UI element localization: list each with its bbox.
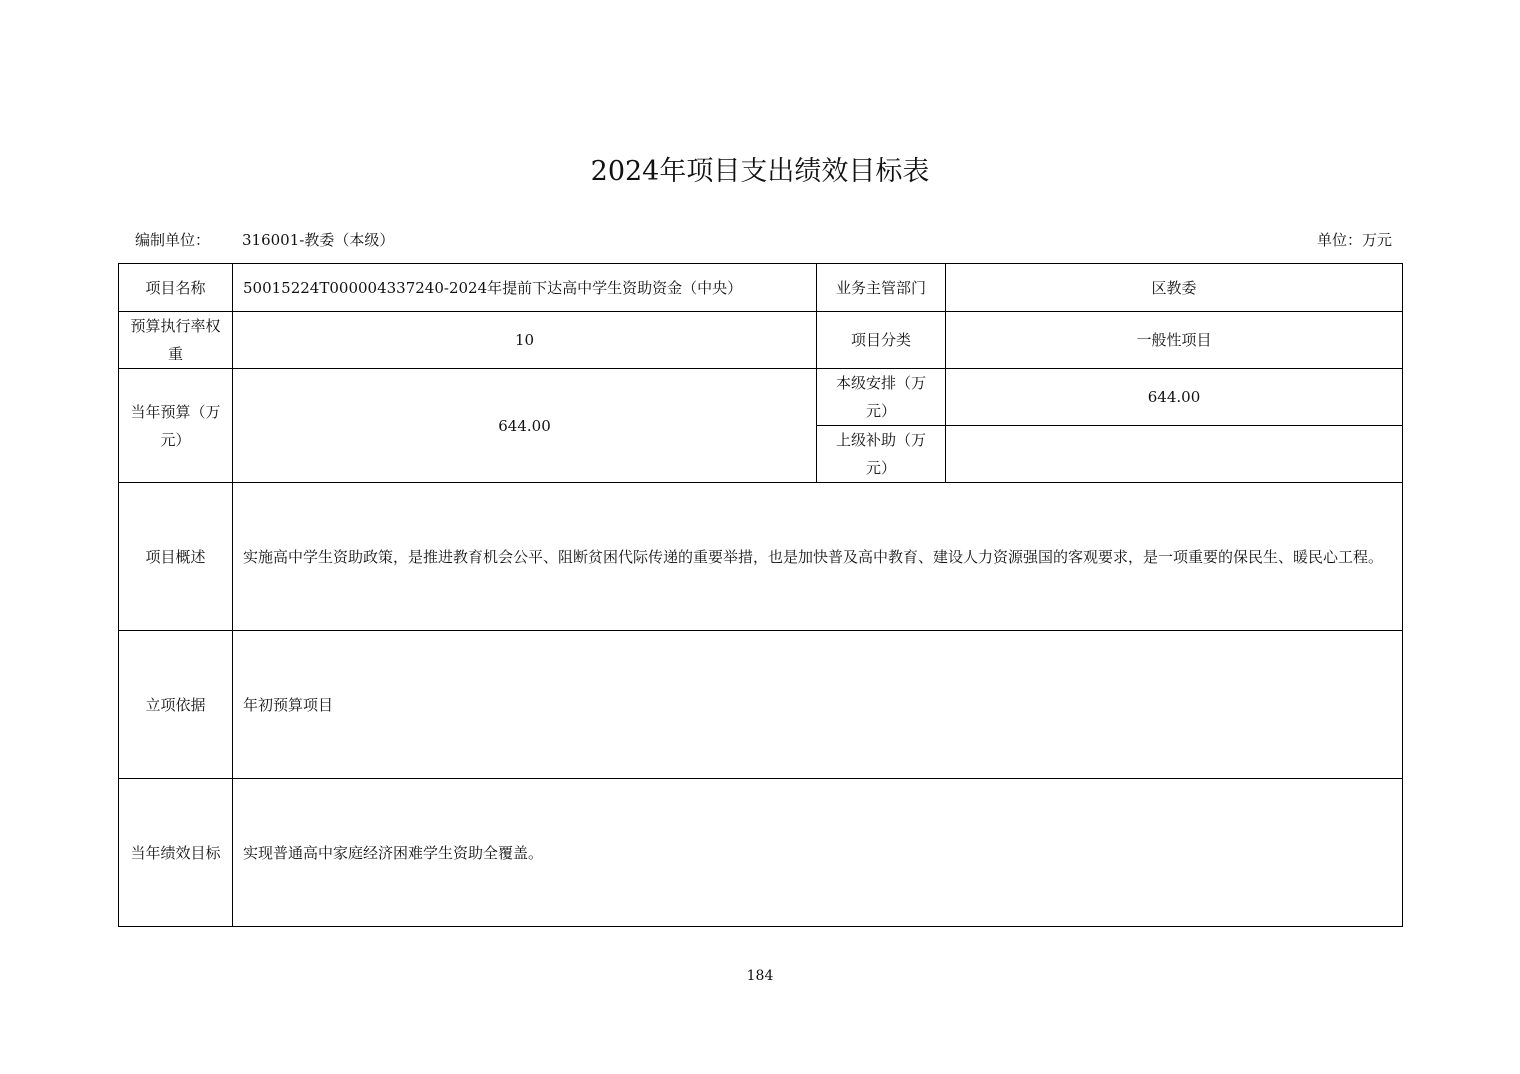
- currency-unit: 单位：万元: [1316, 231, 1392, 249]
- department-value: 区教委: [946, 264, 1403, 312]
- page-number: 184: [746, 968, 774, 984]
- project-name-label: 项目名称: [119, 264, 233, 312]
- project-name-value: 50015224T000004337240-2024年提前下达高中学生资助资金（中央）: [233, 264, 817, 312]
- exec-weight-label: 预算执行率权重: [119, 312, 233, 369]
- annual-budget-value: 644.00: [233, 369, 817, 483]
- category-value: 一般性项目: [946, 312, 1403, 369]
- annual-budget-label: 当年预算（万元）: [119, 369, 233, 483]
- annual-goal-value: 实现普通高中家庭经济困难学生资助全覆盖。: [233, 779, 1403, 927]
- compiling-unit-label: 编制单位：: [135, 231, 211, 249]
- exec-weight-value: 10: [233, 312, 817, 369]
- superior-subsidy-label: 上级补助（万元）: [817, 426, 946, 483]
- performance-target-table: [118, 263, 1403, 927]
- table-row: [119, 779, 1403, 927]
- overview-value: 实施高中学生资助政策，是推进教育机会公平、阻断贫困代际传递的重要举措，也是加快普及高中教育、建设人力资源强国的客观要求，是一项重要的保民生、暖民心工程。: [233, 483, 1403, 631]
- annual-goal-label: 当年绩效目标: [119, 779, 233, 927]
- compiling-unit-value: 316001-教委（本级）: [242, 231, 395, 249]
- table-row: [119, 483, 1403, 631]
- superior-subsidy-value: [946, 426, 1403, 483]
- page-title: 2024年项目支出绩效目标表: [590, 156, 930, 187]
- basis-value: 年初预算项目: [233, 631, 1403, 779]
- basis-label: 立项依据: [119, 631, 233, 779]
- table-row: [119, 631, 1403, 779]
- table-row: [119, 369, 1403, 426]
- local-arrangement-value: 644.00: [946, 369, 1403, 426]
- category-label: 项目分类: [817, 312, 946, 369]
- local-arrangement-label: 本级安排（万元）: [817, 369, 946, 426]
- table-row: [119, 312, 1403, 369]
- overview-label: 项目概述: [119, 483, 233, 631]
- department-label: 业务主管部门: [817, 264, 946, 312]
- table-row: [119, 264, 1403, 312]
